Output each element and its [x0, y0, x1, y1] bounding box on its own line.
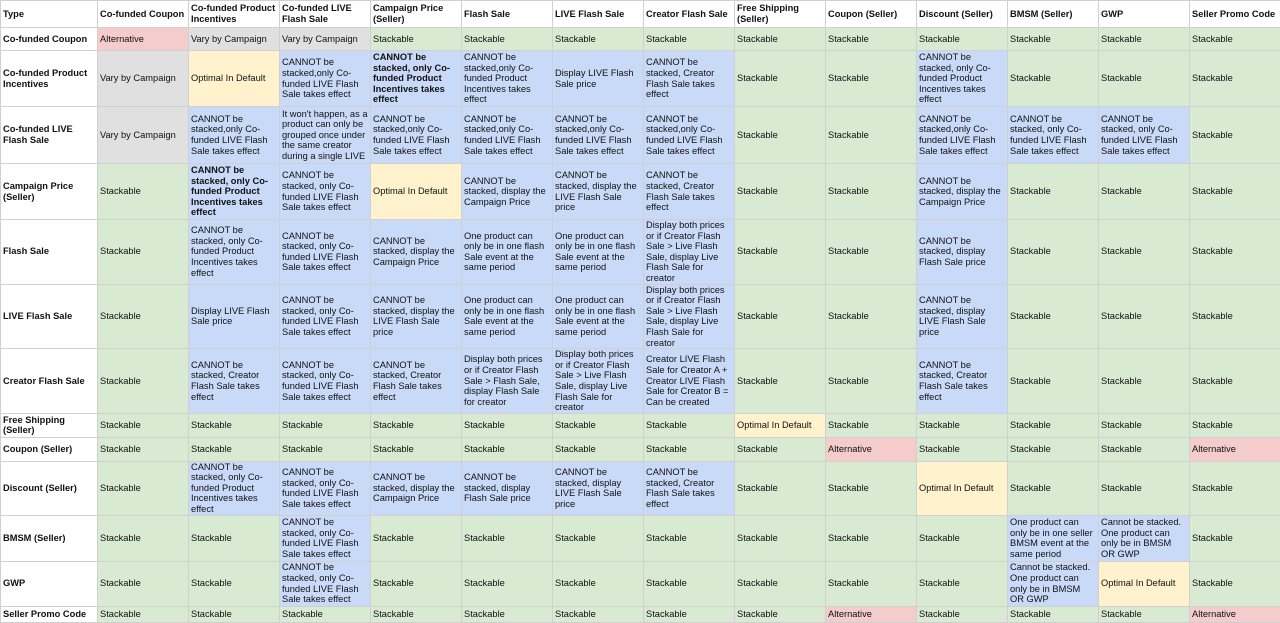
- table-cell[interactable]: One product can only be in one flash Sale event at the same period: [553, 284, 644, 349]
- table-cell[interactable]: Stackable: [98, 606, 189, 622]
- table-cell[interactable]: Stackable: [1099, 606, 1190, 622]
- table-cell[interactable]: Stackable: [1008, 437, 1099, 461]
- table-cell[interactable]: Stackable: [917, 515, 1008, 561]
- table-cell[interactable]: CANNOT be stacked,only Co-funded LIVE Flash Sale takes effect: [917, 107, 1008, 164]
- table-row: [1, 349, 1280, 414]
- table-cell[interactable]: Cannot be stacked. One product can only be in BMSM OR GWP: [1008, 561, 1099, 606]
- table-cell[interactable]: Stackable: [371, 515, 462, 561]
- table-cell[interactable]: CANNOT be stacked, Creator Flash Sale takes effect: [644, 461, 735, 515]
- table-cell[interactable]: Vary by Campaign: [189, 28, 280, 51]
- table-cell[interactable]: Alternative: [1190, 437, 1280, 461]
- row-label[interactable]: Seller Promo Code: [1, 606, 98, 622]
- table-cell[interactable]: CANNOT be stacked, display the Campaign Price: [371, 461, 462, 515]
- row-label[interactable]: Creator Flash Sale: [1, 349, 98, 414]
- row-label[interactable]: LIVE Flash Sale: [1, 284, 98, 349]
- table-cell[interactable]: Stackable: [189, 437, 280, 461]
- header-cell[interactable]: Type: [1, 1, 98, 28]
- table-cell[interactable]: Stackable: [1008, 51, 1099, 107]
- table-cell[interactable]: CANNOT be stacked,only Co-funded LIVE Flash Sale takes effect: [280, 51, 371, 107]
- header-cell[interactable]: BMSM (Seller): [1008, 1, 1099, 28]
- table-cell[interactable]: Stackable: [1008, 413, 1099, 437]
- table-cell[interactable]: Stackable: [826, 164, 917, 220]
- table-row: [1, 107, 1280, 164]
- table-cell[interactable]: Stackable: [1190, 28, 1280, 51]
- table-cell[interactable]: Stackable: [553, 413, 644, 437]
- table-cell[interactable]: Stackable: [917, 437, 1008, 461]
- table-cell[interactable]: CANNOT be stacked, display LIVE Flash Sale price: [917, 284, 1008, 349]
- table-cell[interactable]: Stackable: [462, 28, 553, 51]
- table-cell[interactable]: Stackable: [826, 561, 917, 606]
- table-cell[interactable]: Stackable: [1008, 606, 1099, 622]
- table-cell[interactable]: Stackable: [1099, 220, 1190, 285]
- table-cell[interactable]: Stackable: [98, 220, 189, 285]
- table-cell[interactable]: Stackable: [98, 349, 189, 414]
- table-cell[interactable]: Stackable: [644, 515, 735, 561]
- table-cell[interactable]: Stackable: [98, 515, 189, 561]
- table-cell[interactable]: Stackable: [735, 561, 826, 606]
- table-cell[interactable]: Stackable: [826, 349, 917, 414]
- table-cell[interactable]: Stackable: [1099, 284, 1190, 349]
- table-cell[interactable]: Stackable: [735, 349, 826, 414]
- table-cell[interactable]: Display both prices or if Creator Flash Sale > Live Flash Sale, display Live Flash Sale for creator: [553, 349, 644, 414]
- table-cell[interactable]: Cannot be stacked. One product can only be in BMSM OR GWP: [1099, 515, 1190, 561]
- table-cell[interactable]: Stackable: [735, 284, 826, 349]
- table-cell[interactable]: CANNOT be stacked, Creator Flash Sale takes effect: [644, 51, 735, 107]
- table-cell[interactable]: Stackable: [917, 561, 1008, 606]
- table-cell[interactable]: Display both prices or if Creator Flash Sale > Live Flash Sale, display Live Flash Sale for creator: [644, 284, 735, 349]
- table-cell[interactable]: CANNOT be stacked, display the LIVE Flash Sale price: [371, 284, 462, 349]
- table-cell[interactable]: CANNOT be stacked, only Co-funded LIVE Flash Sale takes effect: [1008, 107, 1099, 164]
- table-cell[interactable]: CANNOT be stacked, only Co-funded LIVE Flash Sale takes effect: [1099, 107, 1190, 164]
- table-cell[interactable]: Stackable: [553, 28, 644, 51]
- table-cell[interactable]: CANNOT be stacked, only Co-funded LIVE Flash Sale takes effect: [280, 349, 371, 414]
- table-cell[interactable]: Stackable: [735, 515, 826, 561]
- table-cell[interactable]: One product can only be in one flash Sale event at the same period: [553, 220, 644, 285]
- table-cell[interactable]: CANNOT be stacked, Creator Flash Sale takes effect: [644, 164, 735, 220]
- table-cell[interactable]: Stackable: [1190, 349, 1280, 414]
- header-cell[interactable]: Free Shipping (Seller): [735, 1, 826, 28]
- table-cell[interactable]: Stackable: [371, 413, 462, 437]
- table-cell[interactable]: Display LIVE Flash Sale price: [189, 284, 280, 349]
- table-cell[interactable]: Optimal In Default: [189, 51, 280, 107]
- table-cell[interactable]: CANNOT be stacked,only Co-funded Product Incentives takes effect: [462, 51, 553, 107]
- table-row: [1, 606, 1280, 622]
- header-cell[interactable]: Co-funded Product Incentives: [189, 1, 280, 28]
- table-row: [1, 413, 1280, 437]
- table-cell[interactable]: Stackable: [644, 606, 735, 622]
- table-cell[interactable]: Stackable: [371, 28, 462, 51]
- row-label[interactable]: GWP: [1, 561, 98, 606]
- table-cell[interactable]: Stackable: [189, 515, 280, 561]
- table-cell[interactable]: Stackable: [1099, 164, 1190, 220]
- row-label[interactable]: Discount (Seller): [1, 461, 98, 515]
- table-cell[interactable]: Optimal In Default: [735, 413, 826, 437]
- table-cell[interactable]: Alternative: [1190, 606, 1280, 622]
- table-cell[interactable]: CANNOT be stacked, display the Campaign Price: [371, 220, 462, 285]
- table-cell[interactable]: Stackable: [462, 606, 553, 622]
- table-cell[interactable]: Stackable: [1008, 349, 1099, 414]
- header-cell[interactable]: Creator Flash Sale: [644, 1, 735, 28]
- table-row: [1, 51, 1280, 107]
- header-cell[interactable]: Seller Promo Code: [1190, 1, 1280, 28]
- table-cell[interactable]: Display LIVE Flash Sale price: [553, 51, 644, 107]
- table-row: [1, 561, 1280, 606]
- header-cell[interactable]: LIVE Flash Sale: [553, 1, 644, 28]
- table-cell[interactable]: CANNOT be stacked, only Co-funded LIVE Flash Sale takes effect: [280, 220, 371, 285]
- table-cell[interactable]: Creator LIVE Flash Sale for Creator A + Creator LIVE Flash Sale for Creator B = Can be created: [644, 349, 735, 414]
- table-cell[interactable]: CANNOT be stacked, display LIVE Flash Sale price: [553, 461, 644, 515]
- table-cell[interactable]: Stackable: [462, 515, 553, 561]
- header-cell[interactable]: Coupon (Seller): [826, 1, 917, 28]
- table-cell[interactable]: CANNOT be stacked,only Co-funded LIVE Flash Sale takes effect: [371, 107, 462, 164]
- table-cell[interactable]: Stackable: [826, 413, 917, 437]
- table-row: [1, 284, 1280, 349]
- row-label[interactable]: BMSM (Seller): [1, 515, 98, 561]
- table-row: [1, 461, 1280, 515]
- table-cell[interactable]: Stackable: [98, 461, 189, 515]
- table-cell[interactable]: Stackable: [280, 413, 371, 437]
- table-cell[interactable]: Stackable: [644, 561, 735, 606]
- table-cell[interactable]: Optimal In Default: [371, 164, 462, 220]
- row-label[interactable]: Co-funded LIVE Flash Sale: [1, 107, 98, 164]
- table-cell[interactable]: One product can only be in one seller BMSM event at the same period: [1008, 515, 1099, 561]
- table-cell[interactable]: CANNOT be stacked, only Co-funded Product Incentives takes effect: [371, 51, 462, 107]
- table-cell[interactable]: Stackable: [644, 413, 735, 437]
- table-cell[interactable]: Stackable: [462, 437, 553, 461]
- table-row: [1, 437, 1280, 461]
- table-cell[interactable]: Stackable: [553, 515, 644, 561]
- table-cell[interactable]: CANNOT be stacked, Creator Flash Sale takes effect: [189, 349, 280, 414]
- table-cell[interactable]: Stackable: [280, 606, 371, 622]
- table-cell[interactable]: CANNOT be stacked,only Co-funded LIVE Flash Sale takes effect: [553, 107, 644, 164]
- row-label[interactable]: Campaign Price (Seller): [1, 164, 98, 220]
- table-cell[interactable]: CANNOT be stacked, only Co-funded Product Incentives takes effect: [917, 51, 1008, 107]
- table-cell[interactable]: CANNOT be stacked, only Co-funded LIVE Flash Sale takes effect: [280, 515, 371, 561]
- table-cell[interactable]: Vary by Campaign: [98, 107, 189, 164]
- table-cell[interactable]: Stackable: [1190, 561, 1280, 606]
- table-cell[interactable]: Stackable: [1190, 461, 1280, 515]
- table-cell[interactable]: CANNOT be stacked, only Co-funded LIVE Flash Sale takes effect: [280, 284, 371, 349]
- table-cell[interactable]: Stackable: [917, 413, 1008, 437]
- table-cell[interactable]: CANNOT be stacked, display the LIVE Flash Sale price: [553, 164, 644, 220]
- table-cell[interactable]: Stackable: [735, 51, 826, 107]
- table-cell[interactable]: Vary by Campaign: [98, 51, 189, 107]
- table-cell[interactable]: Stackable: [371, 561, 462, 606]
- row-label[interactable]: Flash Sale: [1, 220, 98, 285]
- header-row: [1, 1, 1280, 28]
- table-cell[interactable]: Stackable: [1008, 164, 1099, 220]
- table-cell[interactable]: Display both prices or if Creator Flash Sale > Flash Sale, display Flash Sale for creator: [462, 349, 553, 414]
- table-cell[interactable]: CANNOT be stacked, only Co-funded Product Incentives takes effect: [189, 461, 280, 515]
- table-cell[interactable]: Stackable: [644, 437, 735, 461]
- table-cell[interactable]: Alternative: [98, 28, 189, 51]
- table-cell[interactable]: Stackable: [1190, 515, 1280, 561]
- table-cell[interactable]: CANNOT be stacked, only Co-funded LIVE Flash Sale takes effect: [280, 164, 371, 220]
- table-cell[interactable]: Stackable: [189, 413, 280, 437]
- header-cell[interactable]: Co-funded LIVE Flash Sale: [280, 1, 371, 28]
- table-cell[interactable]: CANNOT be stacked, display the Campaign Price: [917, 164, 1008, 220]
- table-cell[interactable]: Stackable: [1099, 413, 1190, 437]
- table-cell[interactable]: CANNOT be stacked,only Co-funded LIVE Flash Sale takes effect: [189, 107, 280, 164]
- table-cell[interactable]: CANNOT be stacked, only Co-funded Product Incentives takes effect: [189, 220, 280, 285]
- table-cell[interactable]: Stackable: [826, 284, 917, 349]
- table-cell[interactable]: CANNOT be stacked, Creator Flash Sale takes effect: [917, 349, 1008, 414]
- table-cell[interactable]: Stackable: [1099, 461, 1190, 515]
- table-cell[interactable]: Alternative: [826, 437, 917, 461]
- table-cell[interactable]: Optimal In Default: [917, 461, 1008, 515]
- table-cell[interactable]: Stackable: [1008, 461, 1099, 515]
- header-cell[interactable]: Discount (Seller): [917, 1, 1008, 28]
- row-label[interactable]: Free Shipping (Seller): [1, 413, 98, 437]
- header-cell[interactable]: GWP: [1099, 1, 1190, 28]
- table-row: [1, 28, 1280, 51]
- table-cell[interactable]: Stackable: [553, 437, 644, 461]
- table-cell[interactable]: It won't happen, as a product can only be grouped once under the same creator during a single LIVE: [280, 107, 371, 164]
- table-cell[interactable]: CANNOT be stacked,only Co-funded LIVE Flash Sale takes effect: [644, 107, 735, 164]
- table-cell[interactable]: Stackable: [826, 28, 917, 51]
- header-cell[interactable]: Campaign Price (Seller): [371, 1, 462, 28]
- table-cell[interactable]: Stackable: [1099, 349, 1190, 414]
- table-cell[interactable]: Stackable: [98, 413, 189, 437]
- table-cell[interactable]: Stackable: [735, 107, 826, 164]
- table-row: [1, 164, 1280, 220]
- table-cell[interactable]: Stackable: [826, 515, 917, 561]
- table-cell[interactable]: Stackable: [1008, 284, 1099, 349]
- table-cell[interactable]: Display both prices or if Creator Flash Sale > Live Flash Sale, display Live Flash Sale for creator: [644, 220, 735, 285]
- table-cell[interactable]: Stackable: [826, 461, 917, 515]
- row-label[interactable]: Co-funded Product Incentives: [1, 51, 98, 107]
- table-cell[interactable]: Stackable: [1008, 28, 1099, 51]
- header-cell[interactable]: Co-funded Coupon: [98, 1, 189, 28]
- table-cell[interactable]: Stackable: [189, 606, 280, 622]
- table-cell[interactable]: Stackable: [917, 606, 1008, 622]
- table-cell[interactable]: CANNOT be stacked, only Co-funded LIVE Flash Sale takes effect: [280, 561, 371, 606]
- table-cell[interactable]: CANNOT be stacked, display Flash Sale price: [462, 461, 553, 515]
- table-cell[interactable]: One product can only be in one flash Sale event at the same period: [462, 220, 553, 285]
- table-cell[interactable]: Stackable: [1190, 164, 1280, 220]
- table-cell[interactable]: Stackable: [735, 461, 826, 515]
- table-cell[interactable]: CANNOT be stacked, display Flash Sale price: [917, 220, 1008, 285]
- table-cell[interactable]: Stackable: [189, 561, 280, 606]
- table-row: [1, 220, 1280, 285]
- table-cell[interactable]: Stackable: [1099, 28, 1190, 51]
- table-cell[interactable]: Stackable: [735, 437, 826, 461]
- table-cell[interactable]: Stackable: [553, 561, 644, 606]
- table-cell[interactable]: Stackable: [98, 561, 189, 606]
- table-cell[interactable]: Alternative: [826, 606, 917, 622]
- table-cell[interactable]: Stackable: [98, 164, 189, 220]
- table-cell[interactable]: Stackable: [1008, 220, 1099, 285]
- table-cell[interactable]: Stackable: [371, 437, 462, 461]
- table-cell[interactable]: Stackable: [735, 606, 826, 622]
- table-cell[interactable]: Stackable: [1190, 107, 1280, 164]
- table-cell[interactable]: Stackable: [280, 437, 371, 461]
- table-cell[interactable]: Optimal In Default: [1099, 561, 1190, 606]
- table-cell[interactable]: CANNOT be stacked, only Co-funded LIVE Flash Sale takes effect: [280, 461, 371, 515]
- table-cell[interactable]: Stackable: [371, 606, 462, 622]
- table-cell[interactable]: CANNOT be stacked, only Co-funded Product Incentives takes effect: [189, 164, 280, 220]
- table-cell[interactable]: Stackable: [1190, 51, 1280, 107]
- table-cell[interactable]: Stackable: [98, 284, 189, 349]
- table-cell[interactable]: Vary by Campaign: [280, 28, 371, 51]
- table-cell[interactable]: Stackable: [462, 413, 553, 437]
- table-cell[interactable]: Stackable: [826, 220, 917, 285]
- table-cell[interactable]: Stackable: [644, 28, 735, 51]
- table-cell[interactable]: Stackable: [735, 28, 826, 51]
- table-cell[interactable]: Stackable: [826, 51, 917, 107]
- table-cell[interactable]: CANNOT be stacked, Creator Flash Sale takes effect: [371, 349, 462, 414]
- table-cell[interactable]: Stackable: [1099, 51, 1190, 107]
- row-label[interactable]: Co-funded Coupon: [1, 28, 98, 51]
- table-cell[interactable]: Stackable: [735, 220, 826, 285]
- table-row: [1, 515, 1280, 561]
- table-cell[interactable]: Stackable: [1190, 413, 1280, 437]
- row-label[interactable]: Coupon (Seller): [1, 437, 98, 461]
- table-cell[interactable]: Stackable: [462, 561, 553, 606]
- table-cell[interactable]: Stackable: [1099, 437, 1190, 461]
- table-cell[interactable]: Stackable: [735, 164, 826, 220]
- table-cell[interactable]: Stackable: [1190, 284, 1280, 349]
- table-cell[interactable]: One product can only be in one flash Sale event at the same period: [462, 284, 553, 349]
- table-cell[interactable]: Stackable: [917, 28, 1008, 51]
- table-cell[interactable]: Stackable: [98, 437, 189, 461]
- table-cell[interactable]: Stackable: [553, 606, 644, 622]
- table-cell[interactable]: Stackable: [826, 107, 917, 164]
- table-cell[interactable]: CANNOT be stacked,only Co-funded LIVE Flash Sale takes effect: [462, 107, 553, 164]
- table-cell[interactable]: CANNOT be stacked, display the Campaign Price: [462, 164, 553, 220]
- table-cell[interactable]: Stackable: [1190, 220, 1280, 285]
- header-cell[interactable]: Flash Sale: [462, 1, 553, 28]
